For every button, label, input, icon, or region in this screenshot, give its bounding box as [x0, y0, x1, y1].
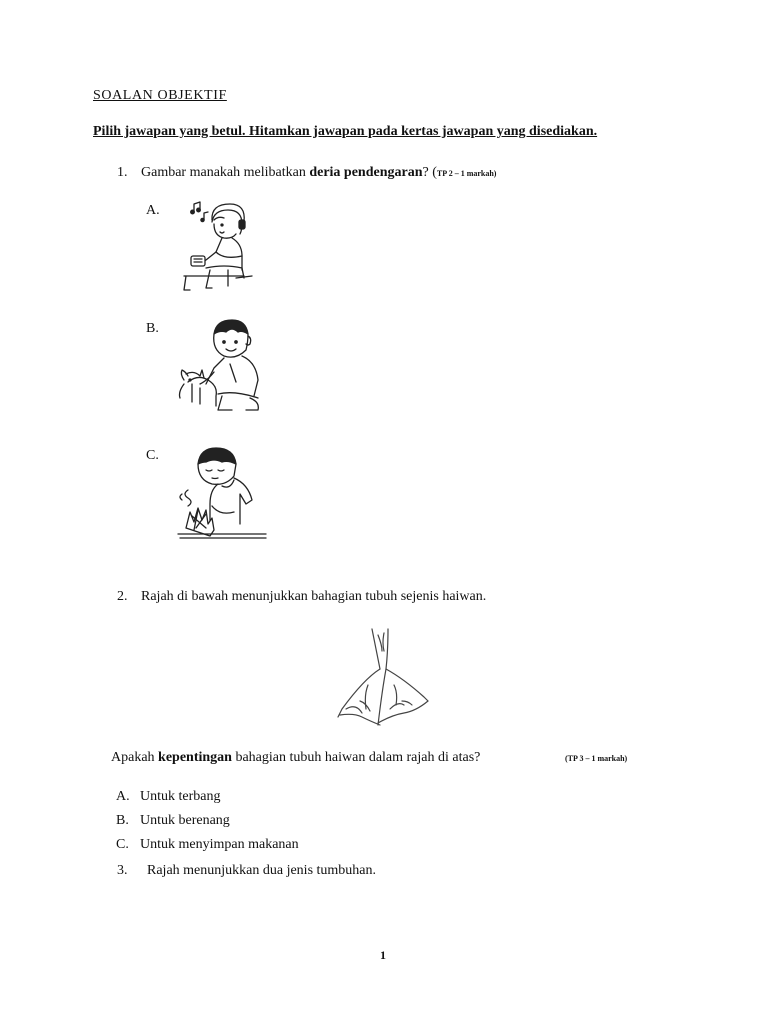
question-2-sub — [111, 750, 671, 770]
answer-text: Untuk menyimpan makanan — [140, 837, 299, 852]
answer-letter: B. — [116, 813, 129, 828]
section-heading: SOALAN OBJEKTIF — [93, 88, 227, 103]
question-text: Rajah menunjukkan dua jenis tumbuhan. — [147, 863, 377, 878]
instruction-text: Pilih jawapan yang betul. Hitamkan jawapan pada kertas jawapan yang disediakan. — [93, 124, 598, 139]
question-text — [141, 165, 496, 181]
question-number: 3. — [117, 863, 128, 878]
question-3 — [117, 863, 517, 883]
answer-text: Untuk berenang — [140, 813, 230, 828]
question-text-part: ? ( — [422, 165, 437, 180]
question-number: 2. — [117, 589, 128, 604]
option-letter-b: B. — [146, 321, 159, 336]
option-letter-c: C. — [146, 448, 159, 463]
question-text-part: Gambar manakah melibatkan — [141, 165, 310, 180]
sub-question-keyword: kepentingan — [158, 750, 232, 765]
boy-petting-cat-image — [176, 318, 270, 414]
question-1 — [117, 165, 617, 185]
answer-letter: C. — [116, 837, 129, 852]
question-text: Rajah di bawah menunjukkan bahagian tubuh sejenis haiwan. — [141, 589, 487, 604]
girl-listening-headphones-image — [176, 198, 262, 292]
boy-smelling-durian-image — [176, 444, 270, 544]
page-number: 1 — [380, 948, 386, 962]
question-2 — [117, 589, 617, 609]
marks-label: (TP 3 – 1 markah) — [565, 754, 628, 763]
answer-option-a[interactable] — [116, 789, 416, 809]
sub-question-text — [111, 750, 480, 766]
answer-letter: A. — [116, 789, 130, 804]
webbed-duck-foot-image — [332, 625, 436, 729]
sub-question-part: Apakah — [111, 750, 159, 765]
question-number: 1. — [117, 165, 128, 180]
answer-option-b[interactable] — [116, 813, 416, 833]
answer-text: Untuk terbang — [140, 789, 221, 804]
option-letter-a: A. — [146, 203, 160, 218]
marks-label: TP 2 – 1 markah) — [436, 169, 497, 178]
answer-option-c[interactable] — [116, 837, 416, 857]
sub-question-part: bahagian tubuh haiwan dalam rajah di atas? — [231, 750, 481, 765]
question-keyword: deria pendengaran — [309, 165, 423, 180]
